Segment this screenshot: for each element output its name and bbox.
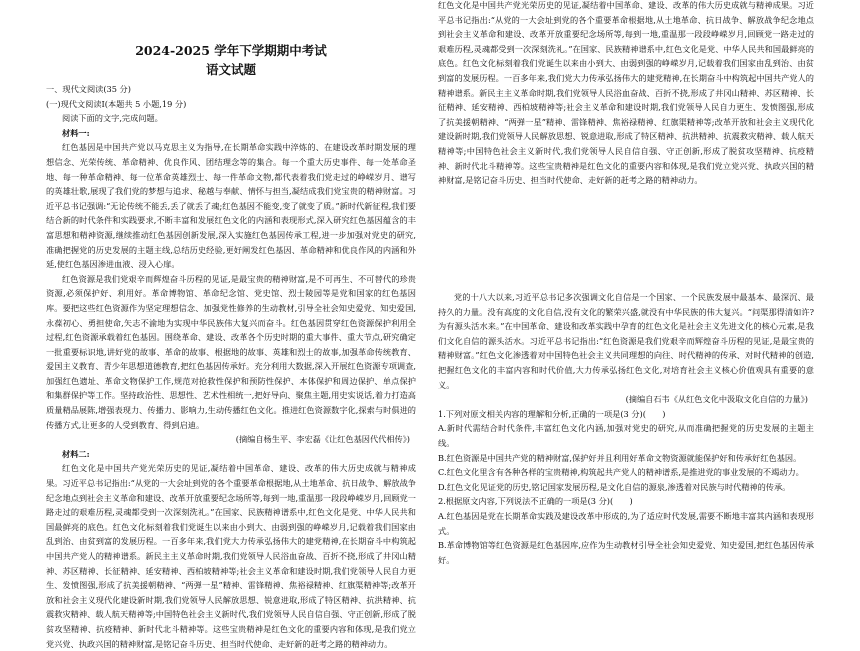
material2-paragraph-continued bbox=[438, 0, 814, 290]
material2-paragraph: 党的十八大以来,习近平总书记多次强调文化自信是一个国家、一个民族发展中最基本、最深沉、最持久的力量。没有高度的文化自信,没有文化的繁荣兴盛,就没有中华民族的伟大复兴。“问渠那得清如许?为有源头活水来。”在中国革命、建设和改革实践中孕育的红色文化是社会主义先进文化的核心元素,是我们文化自信的源头活水。习近平总书记指出:“红色资源是我们党艰辛而辉煌奋斗历程的见证,是最宝贵的精神财富。”红色文化渗透着对中国特色社会主义共同理想的向往、时代精神的传承、对时代精神的创造,把握红色文化的丰富内容和时代价值,大力传承弘扬红色文化,对培育社会主义核心价值观具有重要的意义。 bbox=[438, 292, 814, 390]
question-option: C.红色文化里含有各种各样的宝贵精神,构筑起共产党人的精神谱系,是推进党的事业发展的不竭动力。 bbox=[438, 467, 804, 478]
material2-source: (摘编自石韦《从红色文化中汲取文化自信的力量》) bbox=[625, 394, 808, 405]
section-heading: 一、现代文阅读(35 分) bbox=[46, 84, 131, 94]
material2-label: 材料二: bbox=[62, 448, 90, 459]
material1-source: (摘编自杨生平、李宏磊《让红色基因代代相传》) bbox=[235, 434, 410, 445]
material2-paragraph-continued-text: 红色文化是中国共产党光荣历史的见证,凝结着中国革命、建设、改革的伟大历史成就与精神成果。习近平总书记指出:“从党的一大会址到党的各个重要革命根据地,从土地革命、抗日战争、解放战争纪念地点到社会主义革命和建设、改革开放重要纪念场所等,每到一地,重温那一段段峥嵘岁月,回顾党一路走过的艰难历程,灵魂都受到一次深刻洗礼。”在国家、民族精神谱系中,红色文化是党、中华人民共和国最鲜亮的底色。红色文化标刻着我们党诞生以来由小到大、由弱到强的峥嵘岁月,记载着我们国家由乱到治、由贫到富的发展历程。一百多年来,我们党大力传承弘扬伟大的建党精神,在长期奋斗中构筑起中国共产党人的精神谱系。新民主主义革命时期,我们党领导人民浴血奋战、百折不挠,形成了井冈山精神、苏区精神、长征精神、延安精神、西柏坡精神等;社会主义革命和建设时期,我们党领导人民自力更生、发愤图强,形成了抗美援朝精神、“两弹一星”精神、雷锋精神、焦裕禄精神、红旗渠精神等;改革开放和社会主义现代化建设新时期,我们党领导人民解放思想、锐意进取,形成了特区精神、抗洪精神、抗震救灾精神、载人航天精神等;中国特色社会主义新时代,我们党领导人民自信自强、守正创新,形成了脱贫攻坚精神、抗疫精神、新时代北斗精神等。这些宝贵精神是红色文化的重要内容和体现,是我们党立党兴党、执政兴国的精神财富,是铭记奋斗历史、担当时代使命、走好新的赶考之路的精神动力。 bbox=[438, 0, 814, 186]
question-option: A.新时代需结合时代条件,丰富红色文化内涵,加强对党史的研究,从而准确把握党的历史发展的主题主线。 bbox=[438, 423, 814, 448]
material1-paragraph: 红色基因是中国共产党以马克思主义为指导,在长期革命实践中淬炼的、在建设改革时期发展的理想信念、光荣传统、革命精神、优良作风、团结理念等的集合。每一个重大历史事件、每一处革命圣地、每一种革命精神、每一位革命英雄烈士、每一件革命文物,都代表着我们党走过的峥嵘岁月、谱写的英雄壮歌,展现了我们党的梦想与追求、秘越与奉献、情怀与担当,凝结成我们党宝贵的精神财富。习近平总书记强调:“无论传统不能丢,丢了就丢了魂;红色基因不能变,变了就变了质。”新时代新征程,我们要结合新的时代条件和实践要求,不断丰富和发展红色文化的内涵和表现形式,深入研究红色基因蕴含的丰富思想和精神资源,继续推动红色基因创新发展,深入实施红色基因传承工程,进一步加强对党史的研究,准确把握党的历史发展的主题主线,总结历史经验,更好阐发红色基因、革命精神和优良作风的内涵和外延,使红色基因渗进血液、浸入心扉。 bbox=[46, 142, 416, 270]
material1-label: 材料一: bbox=[62, 127, 90, 138]
exam-subtitle: 语文试题 bbox=[205, 62, 256, 77]
right-column bbox=[438, 0, 814, 567]
question-stem: 2.根据原文内容,下列说法不正确的一项是(3 分)( ) bbox=[438, 496, 633, 507]
exam-title: 2024-2025 学年下学期期中考试 bbox=[135, 43, 327, 58]
section-subheading: (一)现代文阅读Ⅰ(本题共 5 小题,19 分) bbox=[46, 98, 187, 109]
question-option: A.红色基因是党在长期革命实践及建设改革中形成的,为了适应时代发展,需要不断地丰富其内涵和表现形式。 bbox=[438, 510, 814, 536]
material2-paragraph: 红色文化是中国共产党光荣历史的见证,凝结着中国革命、建设、改革的伟大历史成就与精神成果。习近平总书记指出:“从党的一大会址到党的各个重要革命根据地,从土地革命、抗日战争、解放战争纪念地点到社会主义革命和建设、改革开放重要纪念场所等,每到一地,重温那一段段峥嵘岁月,回顾党一路走过的艰难历程,灵魂都受到一次深刻洗礼。”在国家、民族精神谱系中,红色文化是党、中华人民共和国最鲜亮的底色。红色文化标刻着我们党诞生以来由小到大、由弱到强的峥嵘岁月,记载着我们国家由乱到治、由贫到富的发展历程。一百多年来,我们党大力传承弘扬伟大的建党精神,在长期奋斗中构筑起中国共产党人的精神谱系。新民主主义革命时期,我们党领导人民浴血奋战、百折不挠,形成了井冈山精神、苏区精神、长征精神、延安精神、西柏坡精神等;社会主义革命和建设时期,我们党领导人民自力更生、发愤图强,形成了抗美援朝精神、“两弹一星”精神、雷锋精神、焦裕禄精神、红旗渠精神等;改革开放和社会主义现代化建设新时期,我们党领导人民解放思想、锐意进取,形成了特区精神、抗洪精神、抗震救灾精神、载人航天精神等;中国特色社会主义新时代,我们党领导人民自信自强、守正创新,形成了脱贫攻坚精神、抗疫精神、新时代北斗精神等。这些宝贵精神是红色文化的重要内容和体现,是我们党立党兴党、执政兴国的精神财富,是铭记奋斗历史、担当时代使命、走好新的赶考之路的精神动力。 bbox=[46, 463, 416, 649]
material1-paragraph: 红色资源是我们党艰辛而辉煌奋斗历程的见证,是最宝贵的精神财富,是不可再生、不可替代的珍贵资源,必须保护好、利用好。革命博物馆、革命纪念馆、党史馆、烈士陵园等是党和国家的红色基因库。要把这些红色资源作为坚定理想信念、加强党性修养的生动教材,引导全社会知史爱党、知史爱国,永葆初心、勇担使命,矢志不渝地为实现中华民族伟大复兴而奋斗。红色基因贯穿红色资源保护利用全过程,红色资源承载着红色基因。围绕革命、建设、改革各个历史时期的重大事件、重大节点,研究确定一批重要标识地,讲好党的故事、革命的故事、根据地的故事、英雄和烈士的故事,加强革命传统教育、爱国主义教育、青少年思想道德教育,把红色基因传承好。充分利用大数据,深入开展红色资源专项调查,加强红色遗址、革命文物保护工作,规范对抢救性保护和预防性保护、本体保护和周边保护、单点保护和集群保护等工作。坚持政治性、思想性、艺术性相统一,把好导向、聚焦主题,用史实说话,着力打造高质量精品展陈,增强表现力、传播力、影响力,生动传播红色文化。推进红色资源数字化,探索与时俱进的传播方式,让更多的人受到教育、得到启迪。 bbox=[46, 273, 416, 430]
left-column bbox=[46, 42, 416, 649]
question-stem: 1.下列对原文相关内容的理解和分析,正确的一项是(3 分)( ) bbox=[438, 408, 666, 419]
question-option: B.红色资源是中国共产党的精神财富,保护好并且利用好革命文物资源就能保护好和传承好红色基因。 bbox=[438, 452, 802, 463]
question-option: B.革命博物馆等红色资源是红色基因库,应作为生动教材引导全社会知史爱党、知史爱国,把红色基因传承好。 bbox=[438, 540, 814, 565]
question-option: D.红色文化见证党的历史,铭记国家发展历程,是文化自信的源泉,渗透着对民族与时代精神的传承。 bbox=[438, 481, 791, 492]
instruction: 阅读下面的文字,完成问题。 bbox=[62, 113, 163, 124]
